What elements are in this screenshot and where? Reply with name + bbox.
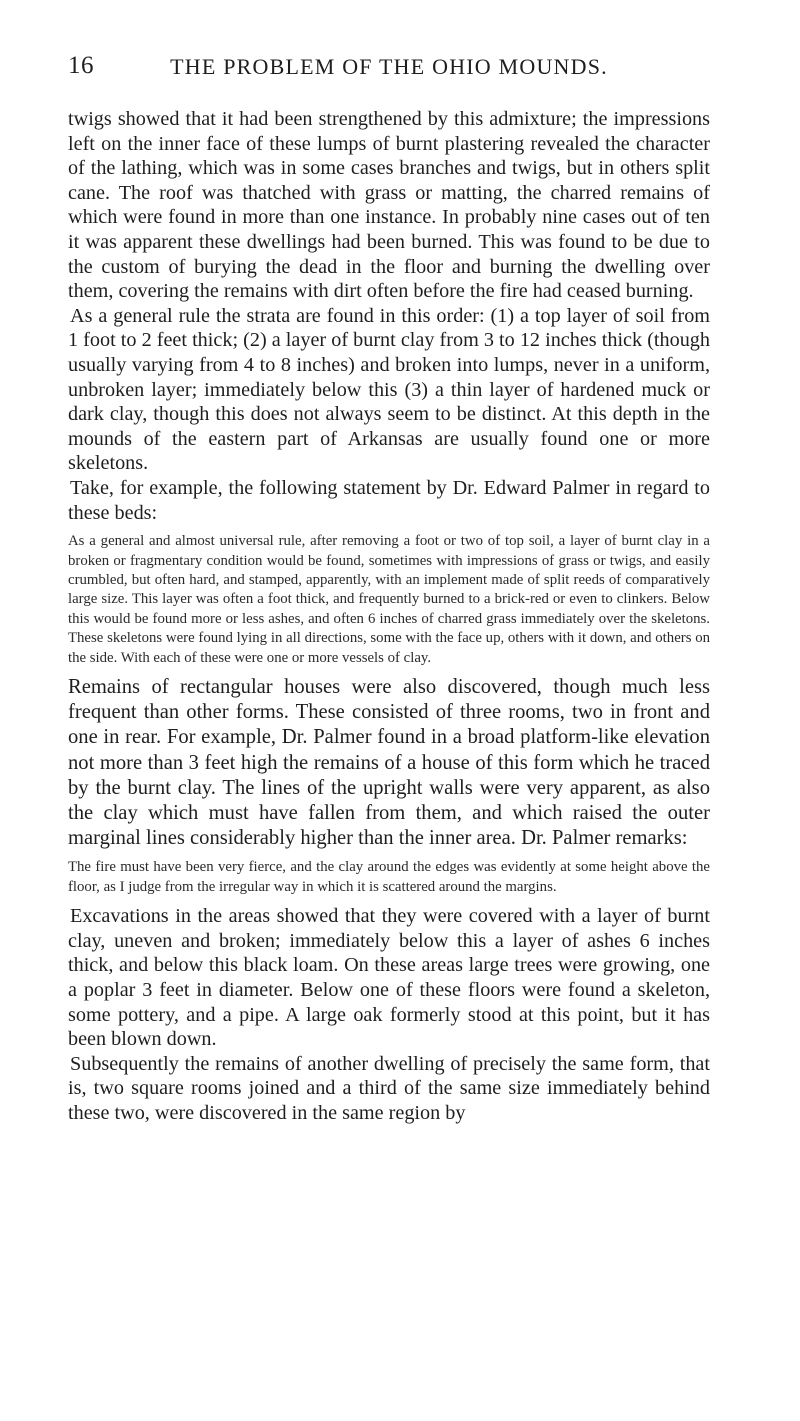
body-text bbox=[68, 107, 710, 1126]
paragraph: Remains of rectangular houses were also discovered, though much less frequent than other forms. These consisted of three rooms, two in front and one in rear. For example, Dr. Palmer found in a broad platform-like elevation not more than 3 feet high the remains of a house of this form which he traced by the burnt clay. The lines of the upright walls were very apparent, as also the clay which must have fallen from them, and which raised the outer marginal lines considerably higher than the inner area. Dr. Palmer remarks: bbox=[68, 675, 710, 850]
block-quote: As a general and almost universal rule, after removing a foot or two of top soil, a layer of burnt clay in a broken or fragmentary condition would be found, sometimes with impressions of grass or twigs, and easily crumbled, but often hard, and stamped, apparently, with an implement made of split reeds of comparatively large size. This layer was often a foot thick, and frequently burned to a brick-red or even to clinkers. Below this would be found more or less ashes, and often 6 inches of charred grass immediately over the skeletons. These skeletons were found lying in all directions, some with the face up, others with it down, and others on the side. With each of these were one or more vessels of clay. bbox=[68, 533, 710, 666]
running-title: THE PROBLEM OF THE OHIO MOUNDS. bbox=[170, 54, 608, 79]
paragraph: Excavations in the areas showed that they were covered with a layer of burnt clay, uneven and broken; immediately below this a layer of ashes 6 inches thick, and below this black loam. On these areas large trees were growing, one a poplar 3 feet in diameter. Below one of these floors were found a skeleton, some pottery, and a pipe. A large oak formerly stood at this point, but it has been blown down. bbox=[68, 905, 710, 1051]
block-quote: The fire must have been very fierce, and the clay around the edges was evidently at some height above the floor, as I judge from the irregular way in which it is scattered around the margins. bbox=[68, 859, 710, 895]
page-number: 16 bbox=[68, 52, 94, 79]
paragraph: Take, for example, the following statement by Dr. Edward Palmer in regard to these beds: bbox=[68, 476, 710, 524]
paragraph: twigs showed that it had been strengthened by this admixture; the impressions left on the inner face of these lumps of burnt plastering revealed the character of the lathing, which was in some cases branches and twigs, but in others split cane. The roof was thatched with grass or matting, the charred remains of which were found in more than one instance. In probably nine cases out of ten it was apparent these dwellings had been burned. This was found to be due to the custom of burying the dead in the floor and burning the dwelling over them, covering the remains with dirt often before the fire had ceased burning. bbox=[68, 108, 710, 303]
paragraph: As a general rule the strata are found in this order: (1) a top layer of soil from 1 foot to 2 feet thick; (2) a layer of burnt clay from 3 to 12 inches thick (though usually varying from 4 to 8 inches) and broken into lumps, never in a uniform, unbroken layer; immediately below this (3) a thin layer of hardened muck or dark clay, though this does not always seem to be distinct. At this depth in the mounds of the eastern part of Arkansas are usually found one or more skeletons. bbox=[68, 304, 710, 475]
paragraph: Subsequently the remains of another dwelling of precisely the same form, that is, two square rooms joined and a third of the same size immediately behind these two, were discovered in the same region by bbox=[68, 1052, 710, 1124]
page-header bbox=[68, 52, 710, 86]
